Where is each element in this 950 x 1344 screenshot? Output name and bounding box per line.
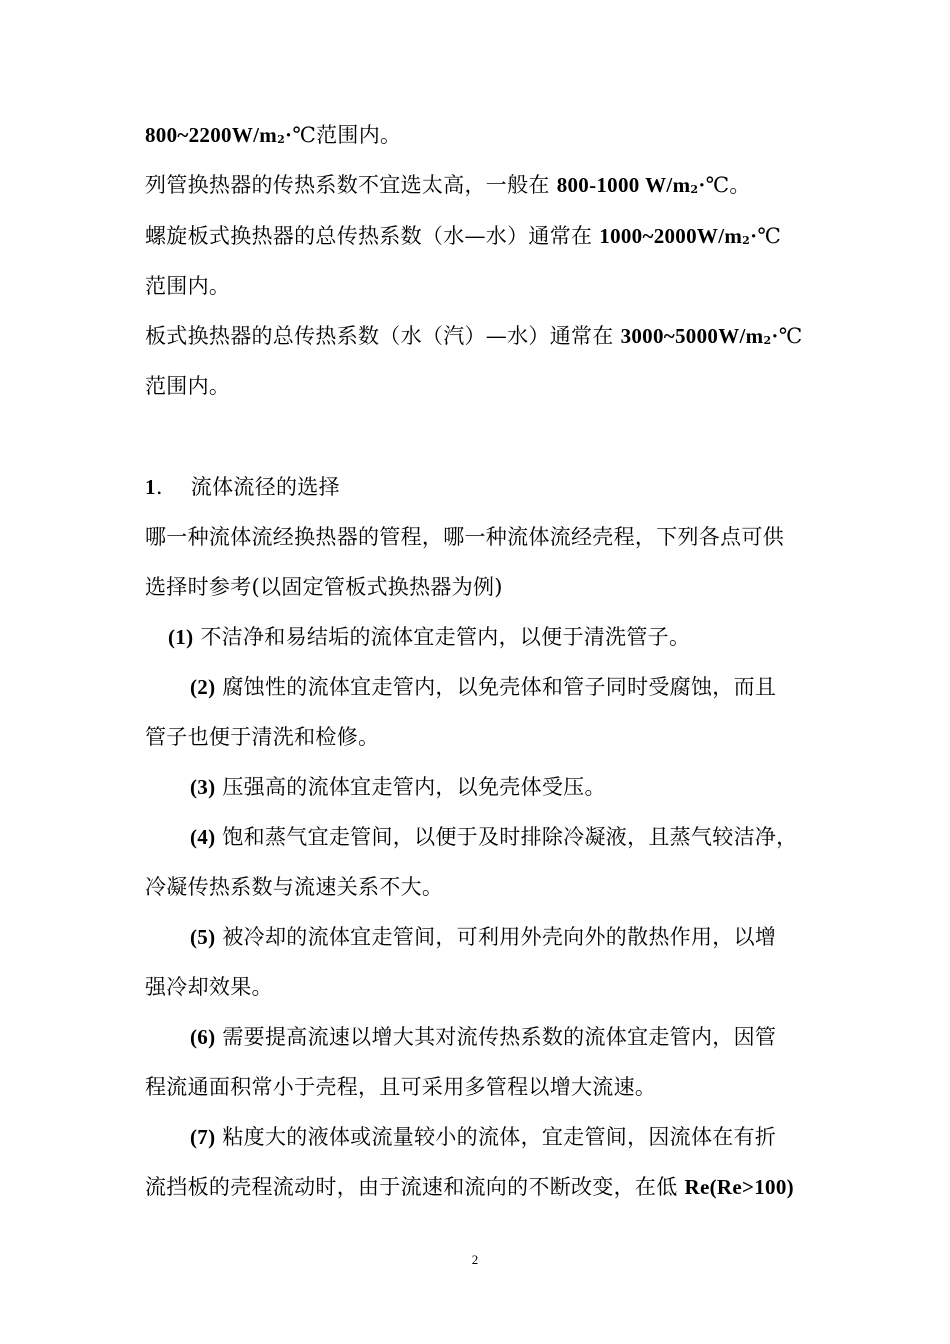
text: ℃范围内。	[292, 123, 402, 147]
item-text: 需要提高流速以增大其对流传热系数的流体宜走管内，因管	[222, 1025, 777, 1049]
list-item-5	[190, 923, 776, 951]
page-number: 2	[471, 1252, 479, 1267]
list-item-6	[190, 1023, 776, 1051]
list-item-4	[190, 823, 797, 851]
list-item-2-continued: 管子也便于清洗和检修。	[145, 725, 380, 749]
item-text: 饱和蒸气宜走管间，以便于及时排除冷凝液，且蒸气较洁净，	[222, 825, 798, 849]
superscript: 2	[742, 234, 751, 247]
item-text: 腐蚀性的流体宜走管内，以免壳体和管子同时受腐蚀，而且	[222, 675, 777, 699]
section-title: 流体流径的选择	[190, 475, 340, 499]
list-item-2	[190, 673, 776, 701]
text-line-spiral-exchanger	[145, 222, 781, 254]
item-number: (2)	[190, 675, 216, 699]
text-line: 范围内。	[145, 274, 231, 298]
text: ℃	[778, 324, 803, 348]
text: ℃	[757, 224, 782, 248]
list-item-3	[190, 773, 606, 801]
list-item-5-continued: 强冷却效果。	[145, 975, 273, 999]
superscript: 2	[690, 183, 699, 196]
superscript: 2	[763, 334, 772, 347]
dot: ·	[771, 324, 779, 348]
reynolds-number: Re(Re>100)	[684, 1175, 794, 1199]
item-number: (1)	[168, 625, 194, 649]
list-item-6-continued: 程流通面积常小于壳程，且可采用多管程以增大流速。	[145, 1075, 657, 1099]
text: 螺旋板式换热器的总传热系数（水—水）通常在	[145, 224, 600, 248]
dot: ·	[750, 224, 758, 248]
item-number: (3)	[190, 775, 216, 799]
dot: ·	[285, 123, 293, 147]
item-text: 被冷却的流体宜走管间，可利用外壳向外的散热作用，以增	[222, 925, 777, 949]
text: 列管换热器的传热系数不宜选太高，一般在	[145, 173, 557, 197]
list-item-1	[168, 623, 690, 651]
item-text: 不洁净和易结垢的流体宜走管内，以便于清洗管子。	[200, 625, 691, 649]
item-number: (6)	[190, 1025, 216, 1049]
text-line: 范围内。	[145, 374, 231, 398]
text-line-tube-exchanger	[145, 171, 751, 203]
item-text: 压强高的流体宜走管内，以免壳体受压。	[222, 775, 606, 799]
intro-line-1: 哪一种流体流经换热器的管程，哪一种流体流经壳程，下列各点可供	[145, 525, 784, 549]
section-number: 1	[145, 475, 156, 499]
superscript: 2	[277, 133, 286, 146]
coefficient-value: 3000~5000W/m	[620, 324, 764, 348]
list-item-7-continued	[145, 1173, 794, 1201]
section-dot: .	[155, 475, 163, 499]
intro-line-2: 选择时参考(以固定管板式换热器为例)	[145, 575, 503, 599]
coefficient-value: 1000~2000W/m	[599, 224, 743, 248]
list-item-7	[190, 1123, 776, 1151]
coefficient-value: 800~2200W/m	[145, 123, 278, 147]
item-number: (4)	[190, 825, 216, 849]
dot: ·	[698, 173, 706, 197]
item-number: (5)	[190, 925, 216, 949]
section-heading	[145, 473, 340, 501]
text: ℃。	[705, 173, 751, 197]
text-line-plate-exchanger	[145, 322, 803, 354]
text-line-heat-range-1	[145, 121, 401, 153]
text: 板式换热器的总传热系数（水（汽）—水）通常在	[145, 324, 621, 348]
item-text: 粘度大的液体或流量较小的流体，宜走管间，因流体在有折	[222, 1125, 777, 1149]
item-text: 流挡板的壳程流动时，由于流速和流向的不断改变，在低	[145, 1175, 685, 1199]
coefficient-value: 800-1000 W/m	[556, 173, 691, 197]
item-number: (7)	[190, 1125, 216, 1149]
list-item-4-continued: 冷凝传热系数与流速关系不大。	[145, 875, 444, 899]
